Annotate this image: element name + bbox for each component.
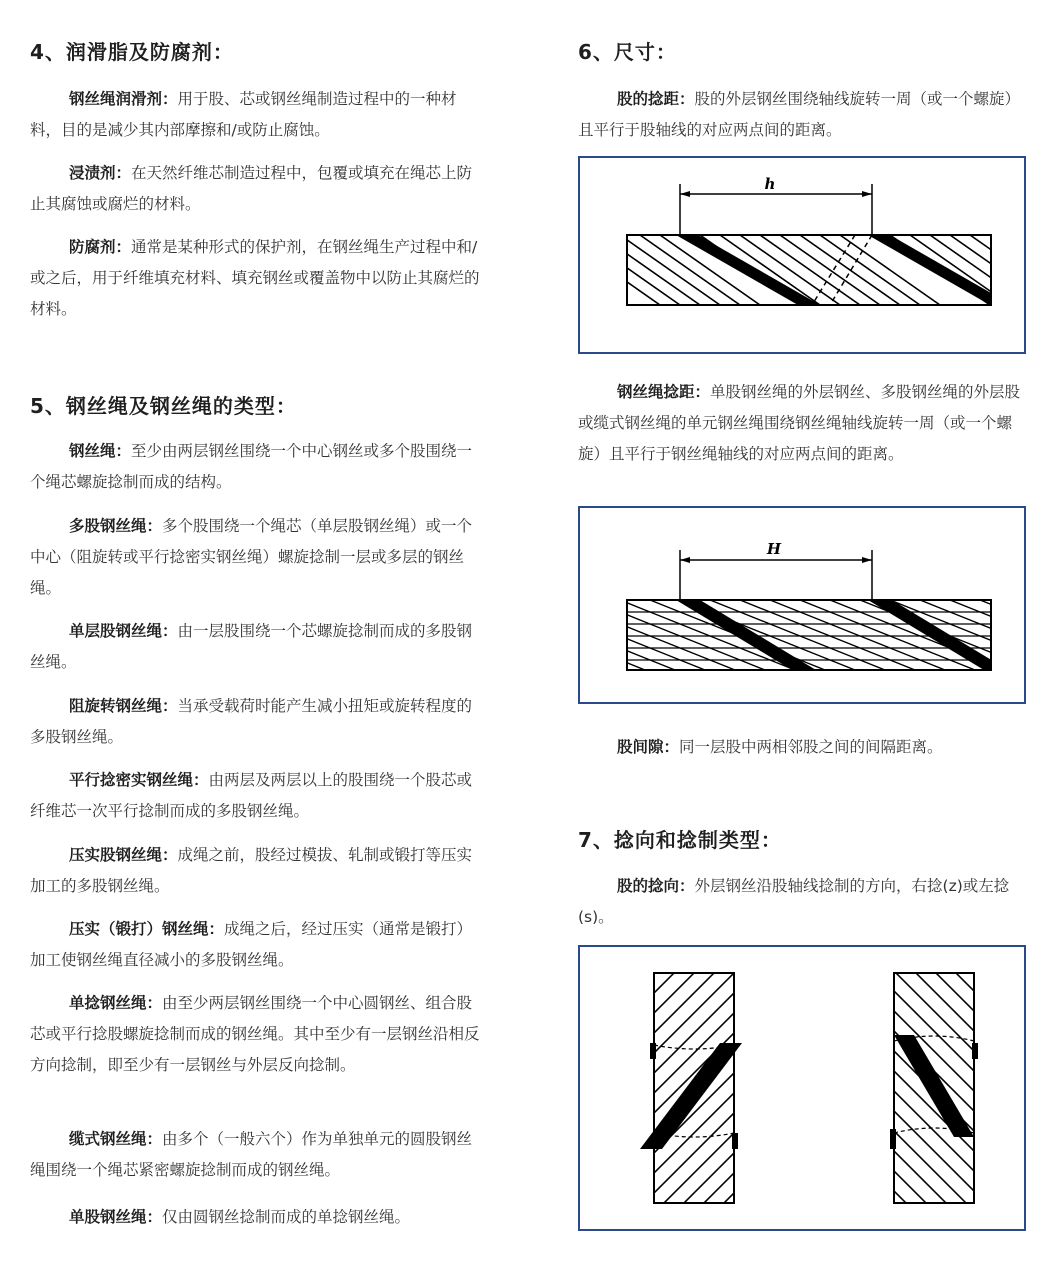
term-impregnant: 浸渍剂：在天然纤维芯制造过程中，包覆或填充在绳芯上防止其腐蚀或腐烂的材料。 xyxy=(30,164,473,213)
lay-direction-diagram xyxy=(580,947,1024,1229)
figure-rope-lay xyxy=(578,506,1026,704)
strand-lay-diagram xyxy=(580,158,1024,352)
term-lubricant: 钢丝绳润滑剂：用于股、芯或钢丝绳制造过程中的一种材料，目的是减少其内部摩擦和/或防止腐蚀。 xyxy=(30,90,457,139)
term-preservative: 防腐剂：通常是某种形式的保护剂，在钢丝绳生产过程中和/或之后，用于纤维填充材料、填充钢丝或覆盖物中以防止其腐烂的材料。 xyxy=(30,238,480,318)
term-single-strand: 单股钢丝绳：仅由圆钢丝捻制而成的单捻钢丝绳。 xyxy=(69,1208,411,1226)
term-multi-strand: 多股钢丝绳：多个股围绕一个绳芯（单层股钢丝绳）或一个中心（阻旋转或平行捻密实钢丝绳）螺旋捻制一层或多层的钢丝绳。 xyxy=(30,517,473,597)
term-strand-lay-direction: 股的捻向：外层钢丝沿股轴线捻制的方向，右捻(z)或左捻(s)。 xyxy=(578,877,1010,926)
rope-lay-diagram xyxy=(580,508,1024,702)
section-5-title: 5、钢丝绳及钢丝绳的类型： xyxy=(30,394,297,418)
term-strand-lay-length: 股的捻距：股的外层钢丝围绕轴线旋转一周（或一个螺旋）且平行于股轴线的对应两点间的距离。 xyxy=(578,90,1021,139)
term-rope-lay-length: 钢丝绳捻距：单股钢丝绳的外层钢丝、多股钢丝绳的外层股或缆式钢丝绳的单元钢丝绳围绕钢丝绳轴线旋转一周（或一个螺旋）且平行于钢丝绳轴线的对应两点间的距离。 xyxy=(578,383,1021,463)
term-parallel-closed: 平行捻密实钢丝绳：由两层及两层以上的股围绕一个股芯或纤维芯一次平行捻制而成的多股钢丝绳。 xyxy=(30,771,473,820)
figure-strand-lay xyxy=(578,156,1026,354)
figure-lay-direction xyxy=(578,945,1026,1231)
term-single-layer: 单层股钢丝绳：由一层股围绕一个芯螺旋捻制而成的多股钢丝绳。 xyxy=(30,622,473,671)
term-cable-laid: 缆式钢丝绳：由多个（一般六个）作为单独单元的圆股钢丝绳围绕一个绳芯紧密螺旋捻制而成的钢丝绳。 xyxy=(30,1130,473,1179)
lay-length-label: h xyxy=(764,175,776,193)
section-7-title: 7、捻向和捻制类型： xyxy=(578,828,782,852)
rope-lay-length-label: H xyxy=(766,540,782,558)
term-rotation-resistant: 阻旋转钢丝绳：当承受载荷时能产生减小扭矩或旋转程度的多股钢丝绳。 xyxy=(30,697,473,746)
term-spiral-rope: 单捻钢丝绳：由至少两层钢丝围绕一个中心圆钢丝、组合股芯或平行捻股螺旋捻制而成的钢丝绳。其中至少有一层钢丝沿相反方向捻制，即至少有一层钢丝与外层反向捻制。 xyxy=(30,994,480,1074)
section-4-title: 4、润滑脂及防腐剂： xyxy=(30,40,234,64)
term-strand-gap: 股间隙：同一层股中两相邻股之间的间隔距离。 xyxy=(617,738,943,756)
section-6-title: 6、尺寸： xyxy=(578,40,677,64)
term-wire-rope: 钢丝绳：至少由两层钢丝围绕一个中心钢丝或多个股围绕一个绳芯螺旋捻制而成的结构。 xyxy=(30,442,473,491)
term-compacted-rope: 压实（锻打）钢丝绳：成绳之后，经过压实（通常是锻打）加工使钢丝绳直径减小的多股钢丝绳。 xyxy=(30,920,473,969)
term-compacted-strand: 压实股钢丝绳：成绳之前，股经过模拔、轧制或锻打等压实加工的多股钢丝绳。 xyxy=(30,846,473,895)
